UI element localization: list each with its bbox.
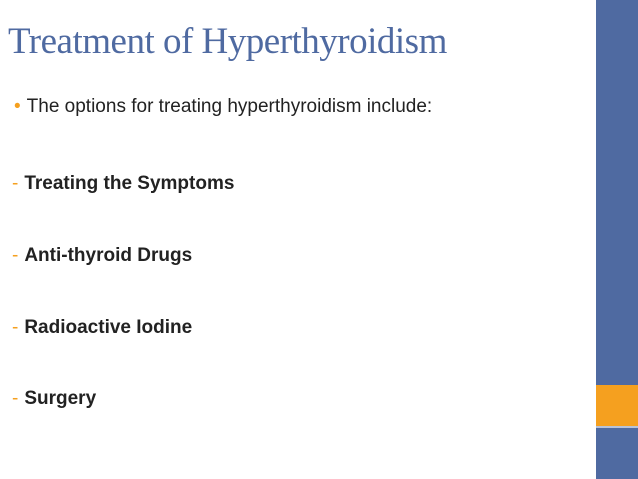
option-label: Treating the Symptoms xyxy=(24,173,235,194)
option-item-symptoms xyxy=(12,173,234,195)
option-item-surgery xyxy=(12,388,96,410)
option-item-antithyroid xyxy=(12,245,192,267)
option-marker: - xyxy=(12,388,19,409)
option-marker: - xyxy=(12,173,19,194)
option-label: Surgery xyxy=(24,388,97,409)
intro-bullet-item xyxy=(14,96,432,118)
bullet-dot: • xyxy=(14,96,21,117)
option-marker: - xyxy=(12,245,19,266)
option-label: Radioactive Iodine xyxy=(24,317,193,338)
side-accent-divider xyxy=(596,426,638,428)
option-item-radioactive xyxy=(12,317,192,339)
option-marker: - xyxy=(12,317,19,338)
option-label: Anti-thyroid Drugs xyxy=(24,245,193,266)
slide-title: Treatment of Hyperthyroidism xyxy=(8,21,447,62)
intro-text: The options for treating hyperthyroidism include: xyxy=(26,96,433,117)
side-accent-block xyxy=(596,385,638,426)
